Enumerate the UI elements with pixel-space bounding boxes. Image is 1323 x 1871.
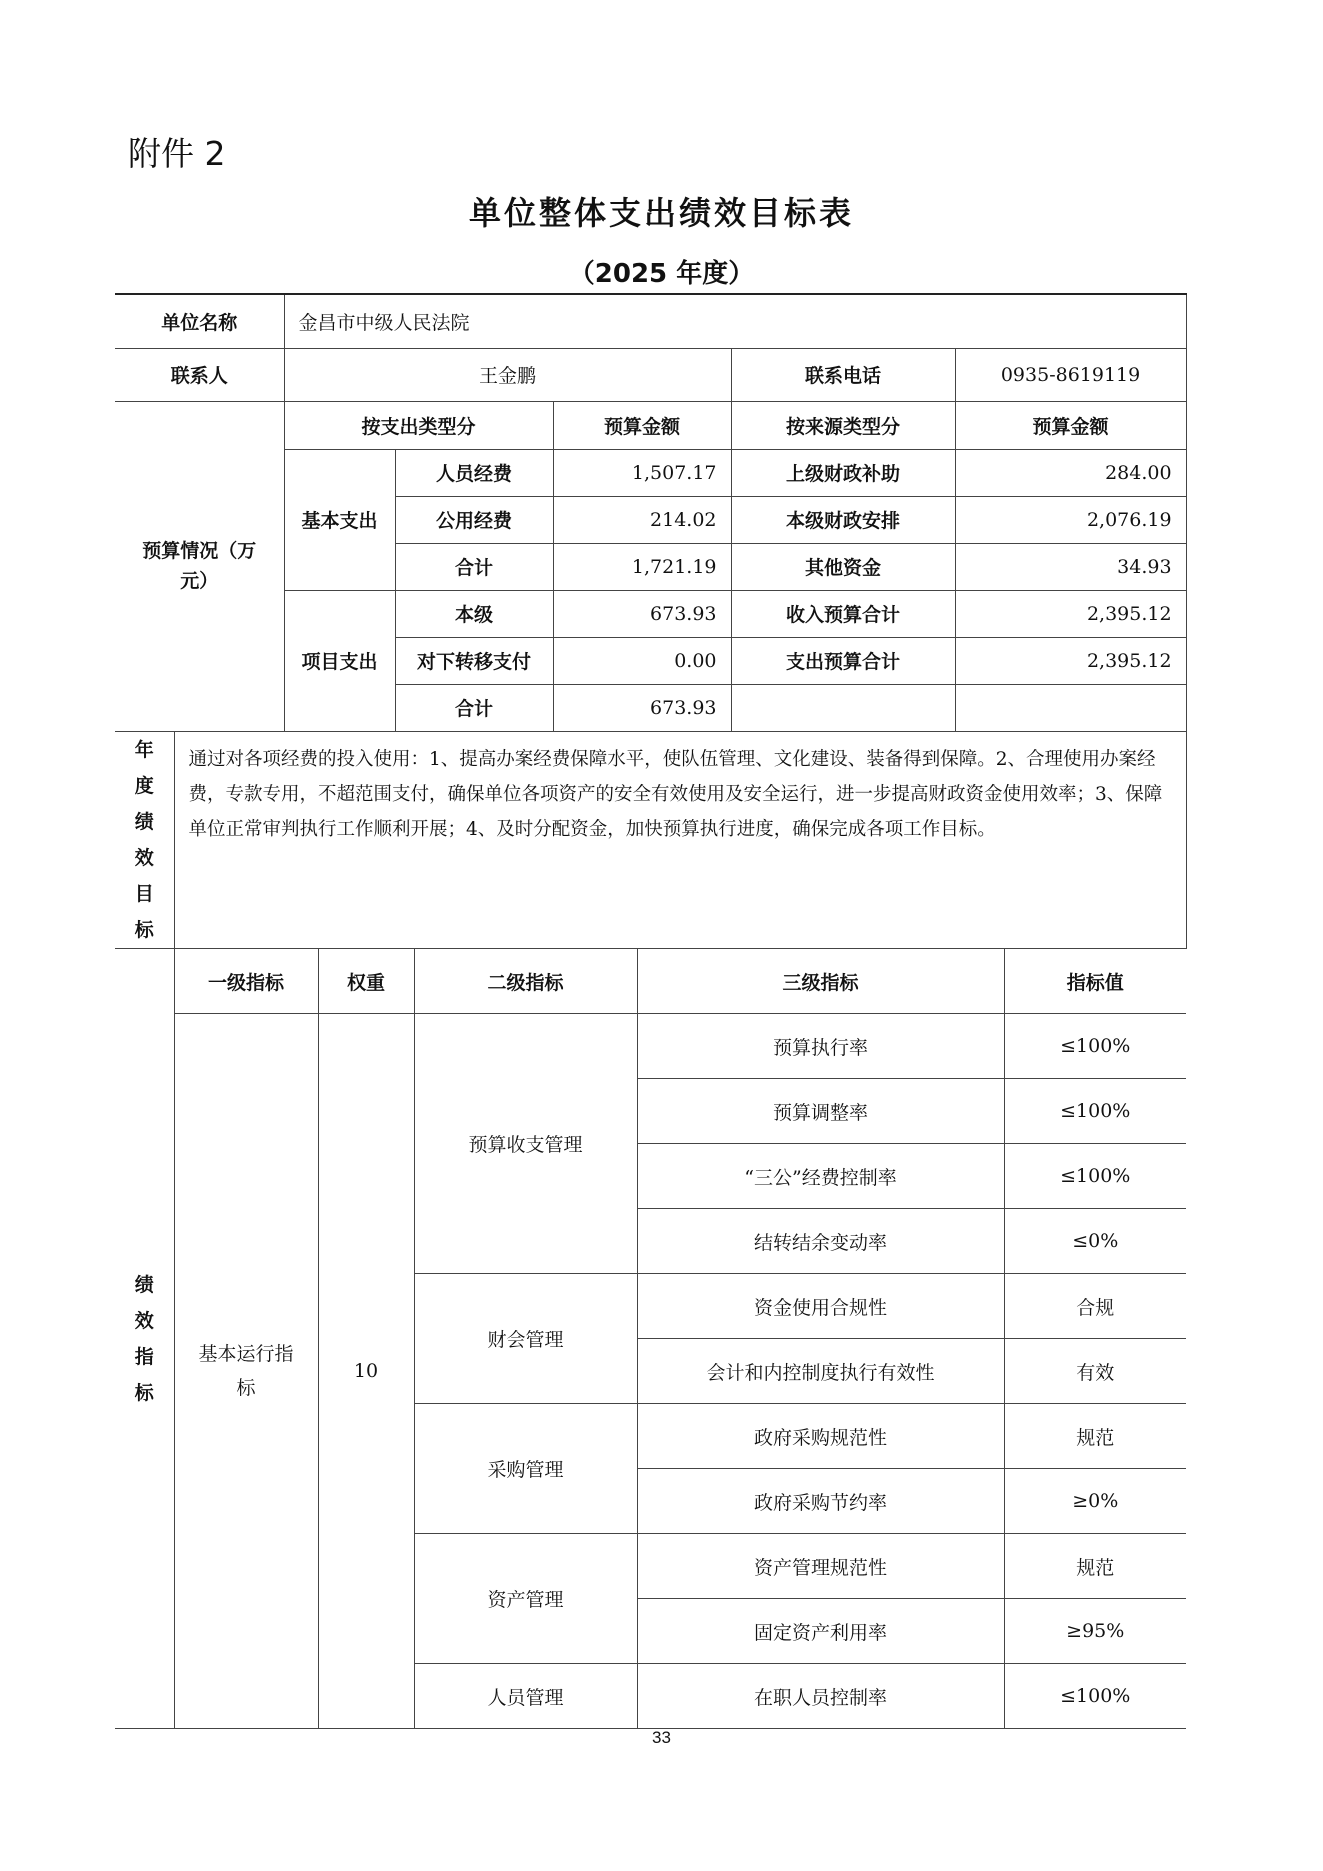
level3-indicator: 资金使用合规性 bbox=[637, 1274, 1004, 1339]
budget-amount: 1,507.17 bbox=[553, 449, 731, 496]
annual-goal-text: 通过对各项经费的投入使用：1、提高办案经费保障水平，使队伍管理、文化建设、装备得到保障。2、合理使用办案经费，专款专用，不超范围支付，确保单位各项资产的安全有效使用及安全运行，进一步提高财政资金使用效率；3、保障单位正常审判执行工作顺利开展；4、及时分配资金，加快预算执行进度，确保完成各项工作目标。 bbox=[174, 731, 1186, 948]
source-item: 支出预算合计 bbox=[731, 637, 955, 684]
source-amount: 2,395.12 bbox=[955, 637, 1186, 684]
indicator-label-text: 绩效指标 bbox=[134, 1273, 154, 1404]
page-number: 33 bbox=[652, 1728, 671, 1747]
budget-amount: 214.02 bbox=[553, 496, 731, 543]
level3-indicator: 固定资产利用率 bbox=[637, 1599, 1004, 1664]
indicator-value: 规范 bbox=[1004, 1534, 1186, 1599]
level1-indicator bbox=[174, 1014, 318, 1729]
project-expense-label: 项目支出 bbox=[284, 590, 395, 731]
level3-indicator: 在职人员控制率 bbox=[637, 1664, 1004, 1729]
indicator-value: 合规 bbox=[1004, 1274, 1186, 1339]
weight-value: 10 bbox=[318, 1014, 414, 1729]
header-level3: 三级指标 bbox=[637, 949, 1004, 1014]
indicator-value: ≥95% bbox=[1004, 1599, 1186, 1664]
indicator-value: ≤0% bbox=[1004, 1209, 1186, 1274]
budget-item: 本级 bbox=[395, 590, 553, 637]
indicator-value: ≤100% bbox=[1004, 1664, 1186, 1729]
level3-indicator: 政府采购节约率 bbox=[637, 1469, 1004, 1534]
budget-item: 对下转移支付 bbox=[395, 637, 553, 684]
budget-amount: 1,721.19 bbox=[553, 543, 731, 590]
source-amount bbox=[955, 684, 1186, 731]
contact-label: 联系人 bbox=[115, 348, 284, 401]
indicator-value: ≤100% bbox=[1004, 1014, 1186, 1079]
source-item: 其他资金 bbox=[731, 543, 955, 590]
level2-indicator: 预算收支管理 bbox=[414, 1014, 637, 1274]
header-by-type: 按支出类型分 bbox=[284, 401, 553, 449]
level2-indicator: 资产管理 bbox=[414, 1534, 637, 1664]
level3-indicator: “三公”经费控制率 bbox=[637, 1144, 1004, 1209]
level3-indicator: 会计和内控制度执行有效性 bbox=[637, 1339, 1004, 1404]
header-level2: 二级指标 bbox=[414, 949, 637, 1014]
indicator-value: 规范 bbox=[1004, 1404, 1186, 1469]
indicator-table bbox=[115, 948, 1186, 1729]
annual-goal-label-text: 年度绩效目标 bbox=[134, 738, 154, 941]
level2-indicator: 人员管理 bbox=[414, 1664, 637, 1729]
header-amount-2: 预算金额 bbox=[955, 401, 1186, 449]
budget-item: 合计 bbox=[395, 543, 553, 590]
budget-item: 公用经费 bbox=[395, 496, 553, 543]
indicator-value: ≤100% bbox=[1004, 1144, 1186, 1209]
attachment-label: 附件 2 bbox=[128, 134, 226, 173]
source-item bbox=[731, 684, 955, 731]
indicator-value: ≤100% bbox=[1004, 1079, 1186, 1144]
contact-value: 王金鹏 bbox=[284, 348, 731, 401]
header-weight: 权重 bbox=[318, 949, 414, 1014]
page-subtitle: （2025 年度） bbox=[568, 259, 755, 289]
source-item: 本级财政安排 bbox=[731, 496, 955, 543]
level3-indicator: 预算调整率 bbox=[637, 1079, 1004, 1144]
basic-expense-label: 基本支出 bbox=[284, 449, 395, 590]
source-amount: 284.00 bbox=[955, 449, 1186, 496]
level3-indicator: 资产管理规范性 bbox=[637, 1534, 1004, 1599]
phone-label: 联系电话 bbox=[731, 348, 955, 401]
source-amount: 2,395.12 bbox=[955, 590, 1186, 637]
source-amount: 34.93 bbox=[955, 543, 1186, 590]
budget-amount: 0.00 bbox=[553, 637, 731, 684]
unit-name-value: 金昌市中级人民法院 bbox=[284, 294, 1186, 348]
budget-table bbox=[115, 293, 1187, 949]
level1-indicator-text: 基本运行指标 bbox=[198, 1343, 294, 1399]
annual-goal-label bbox=[115, 731, 174, 948]
indicator-label bbox=[115, 949, 174, 1729]
unit-name-label: 单位名称 bbox=[115, 294, 284, 348]
header-amount: 预算金额 bbox=[553, 401, 731, 449]
header-value: 指标值 bbox=[1004, 949, 1186, 1014]
budget-item: 合计 bbox=[395, 684, 553, 731]
source-item: 上级财政补助 bbox=[731, 449, 955, 496]
indicator-value: ≥0% bbox=[1004, 1469, 1186, 1534]
budget-amount: 673.93 bbox=[553, 684, 731, 731]
budget-amount: 673.93 bbox=[553, 590, 731, 637]
level3-indicator: 预算执行率 bbox=[637, 1014, 1004, 1079]
level3-indicator: 结转结余变动率 bbox=[637, 1209, 1004, 1274]
indicator-value: 有效 bbox=[1004, 1339, 1186, 1404]
level2-indicator: 采购管理 bbox=[414, 1404, 637, 1534]
header-level1: 一级指标 bbox=[174, 949, 318, 1014]
budget-label-text: 预算情况（万元） bbox=[142, 540, 257, 592]
level2-indicator: 财会管理 bbox=[414, 1274, 637, 1404]
budget-item: 人员经费 bbox=[395, 449, 553, 496]
phone-value: 0935-8619119 bbox=[955, 348, 1186, 401]
level3-indicator: 政府采购规范性 bbox=[637, 1404, 1004, 1469]
budget-label bbox=[115, 401, 284, 731]
source-amount: 2,076.19 bbox=[955, 496, 1186, 543]
page-title: 单位整体支出绩效目标表 bbox=[468, 194, 854, 232]
header-by-source: 按来源类型分 bbox=[731, 401, 955, 449]
source-item: 收入预算合计 bbox=[731, 590, 955, 637]
